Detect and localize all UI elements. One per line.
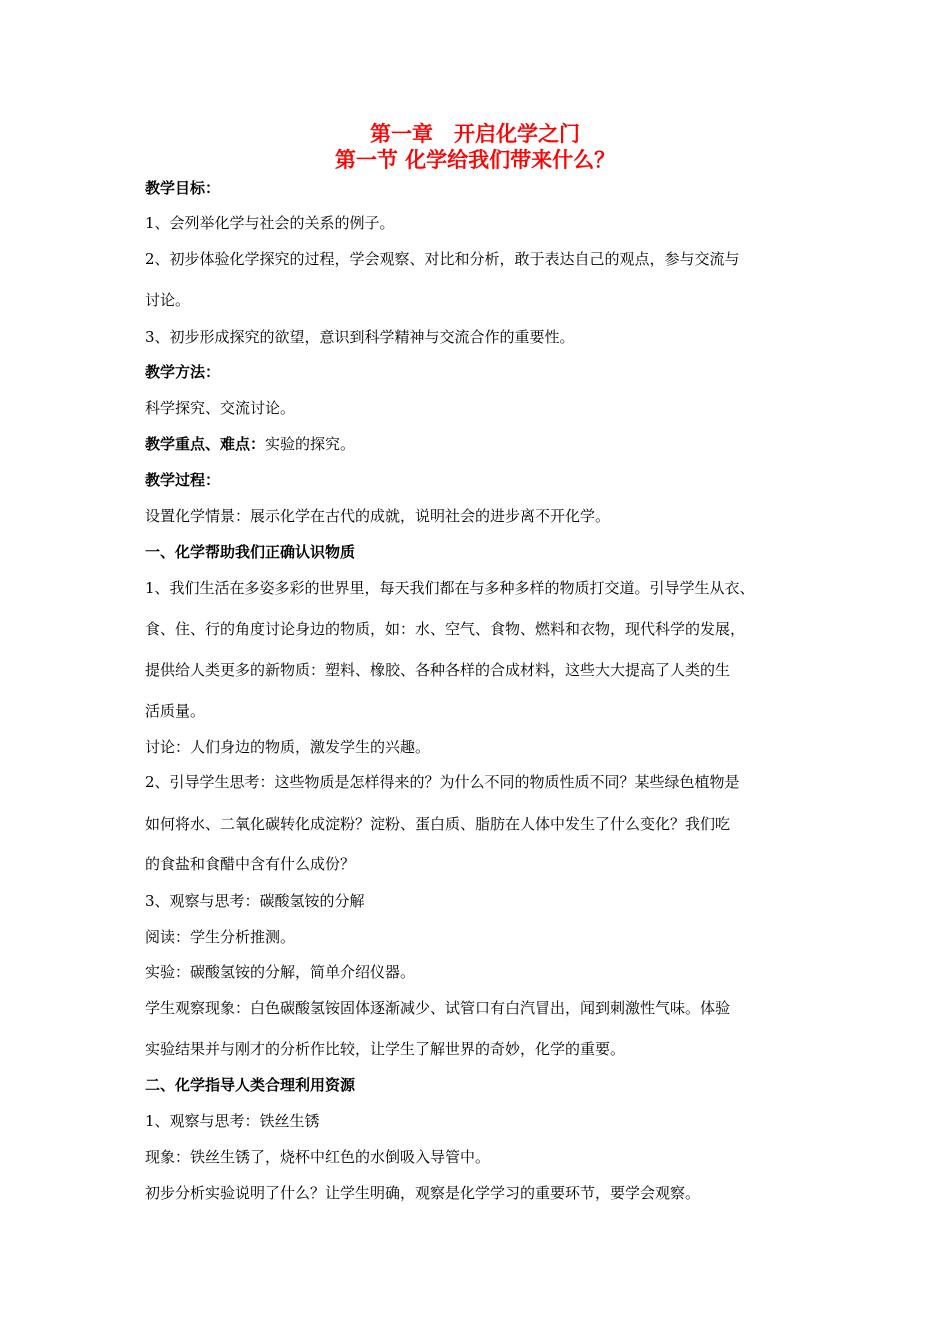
key-points-text: 实验的探究。 — [265, 435, 356, 453]
heading-key-points: 教学重点、难点： — [145, 435, 266, 453]
paragraph-line: 阅读：学生分析推测。 — [145, 928, 296, 946]
paragraph-line: 1、观察与思考：铁丝生锈 — [145, 1112, 320, 1130]
section-heading-1: 一、化学帮助我们正确认识物质 — [145, 543, 356, 561]
paragraph-line: 的食盐和食醋中含有什么成份？ — [145, 855, 356, 873]
paragraph-line: 学生观察现象：白色碳酸氢铵固体逐渐减少、试管口有白汽冒出，闻到刺激性气味。体验 — [145, 999, 731, 1017]
paragraph-line: 设置化学情景：展示化学在古代的成就，说明社会的进步离不开化学。 — [145, 507, 611, 525]
paragraph-line: 2、引导学生思考：这些物质是怎样得来的？为什么不同的物质性质不同？某些绿色植物是 — [145, 773, 740, 791]
paragraph-line: 科学探究、交流讨论。 — [145, 399, 296, 417]
section-heading-2: 二、化学指导人类合理利用资源 — [145, 1076, 356, 1094]
heading-process: 教学过程： — [145, 471, 221, 489]
paragraph-line: 3、观察与思考：碳酸氢铵的分解 — [145, 892, 365, 910]
paragraph-line: 实验结果并与刚才的分析作比较，让学生了解世界的奇妙，化学的重要。 — [145, 1040, 626, 1058]
paragraph-line: 实验：碳酸氢铵的分解，简单介绍仪器。 — [145, 963, 416, 981]
chapter-title: 第一章 开启化学之门 — [370, 122, 580, 146]
heading-methods: 教学方法： — [145, 363, 221, 381]
heading-objectives: 教学目标： — [145, 179, 221, 197]
paragraph-line: 活质量。 — [145, 702, 206, 720]
paragraph-line: 食、住、行的角度讨论身边的物质，如：水、空气、食物、燃料和衣物，现代科学的发展， — [145, 620, 746, 638]
key-points-line — [145, 433, 355, 455]
paragraph-line: 初步分析实验说明了什么？让学生明确，观察是化学学习的重要环节，要学会观察。 — [145, 1184, 701, 1202]
paragraph-line: 提供给人类更多的新物质：塑料、橡胶、各种各样的合成材料，这些大大提高了人类的生 — [145, 661, 731, 679]
paragraph-line: 2、初步体验化学探究的过程，学会观察、对比和分析，敢于表达自己的观点，参与交流与 — [145, 250, 740, 268]
section-title: 第一节 化学给我们带来什么？ — [334, 148, 616, 172]
paragraph-line: 讨论。 — [145, 291, 191, 309]
paragraph-line: 1、我们生活在多姿多彩的世界里，每天我们都在与多种多样的物质打交道。引导学生从衣、 — [145, 579, 755, 597]
paragraph-line: 现象：铁丝生锈了，烧杯中红色的水倒吸入导管中。 — [145, 1148, 491, 1166]
paragraph-line: 1、会列举化学与社会的关系的例子。 — [145, 214, 395, 232]
paragraph-line: 如何将水、二氧化碳转化成淀粉？淀粉、蛋白质、脂肪在人体中发生了什么变化？我们吃 — [145, 815, 731, 833]
paragraph-line: 3、初步形成探究的欲望，意识到科学精神与交流合作的重要性。 — [145, 328, 575, 346]
paragraph-line: 讨论：人们身边的物质，激发学生的兴趣。 — [145, 738, 431, 756]
